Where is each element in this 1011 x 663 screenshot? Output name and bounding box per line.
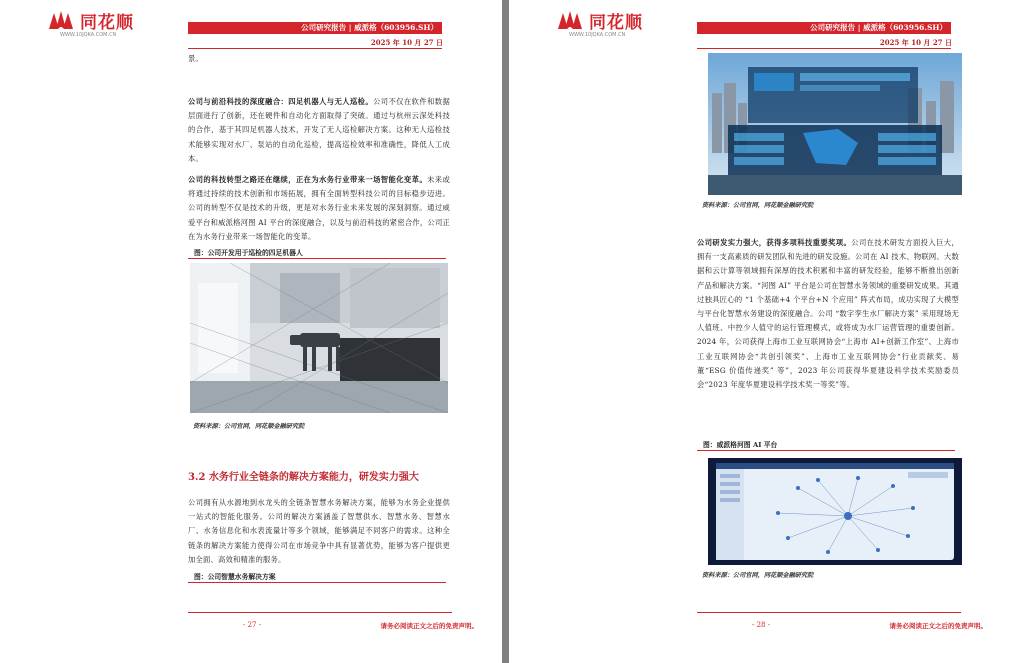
- header-date: 2025 年 10 月 27 日: [370, 38, 443, 47]
- paragraph-body: 公司不仅在软件和数据层面进行了创新，还在硬件和自动化方面取得了突破。通过与杭州云深处科技的合作，基于其四足机器人技术，开发了无人巡检解决方案。这种无人巡检技术能够实现对水厂、泵站的自动化巡检，提高巡检效率和准确性，降低人工成本。: [188, 97, 450, 163]
- header-date: 2025 年 10 月 27 日: [879, 38, 952, 47]
- paragraph-lead: 公司研发实力强大，获得多项科技重要奖项。: [697, 238, 852, 247]
- figure-title-hetu: 图：威派格河图 AI 平台: [703, 441, 778, 449]
- paragraph-transformation: [188, 173, 450, 244]
- figure-source: 资料来源：公司官网，同花顺金融研究院: [702, 572, 814, 579]
- paragraph-solutions: 公司拥有从水源地到水龙头的全链条智慧水务解决方案，能够为水务企业提供一站式的智能化服务。公司的解决方案涵盖了智慧供水、智慧水务、智慧水厂、水务信息化和水表流量计等多个领域，能够满足不同客户的需求。这种全链条的解决方案能力使得公司在市场竞争中具有显著优势，能够为客户提供更加全面、高效和精准的服务。: [188, 498, 450, 564]
- page-28: [509, 0, 1011, 663]
- header-divider: [697, 48, 951, 49]
- paragraph-body: 未来或将通过持续的技术创新和市场拓展，拥有全面转型科技公司的目标稳步迈进。公司的转型不仅是技术的升级，更是对水务行业未来发展的深刻洞察。通过威爱平台和威派格河图 AI 平台的深度融合，以及与前沿科技的紧密合作，公司正在为水务行业带来一场智能化的变革。: [188, 175, 450, 241]
- logo-text: 同花顺: [80, 13, 134, 33]
- logo-text: 同花顺: [589, 13, 643, 33]
- smart-water-city-image: [708, 53, 962, 195]
- figure-title-robot: 图：公司开发用于巡检的四足机器人: [194, 249, 303, 257]
- footer-divider: [188, 612, 452, 613]
- figure-rule: [188, 258, 446, 259]
- footer-disclaimer: 请务必阅读正文之后的免责声明。: [380, 622, 478, 630]
- figure-rule: [697, 450, 955, 451]
- quadruped-robot-image: [190, 263, 448, 413]
- footer-divider: [697, 612, 961, 613]
- logo-url: WWW.10JQKA.COM.CN: [569, 32, 626, 38]
- header-divider: [188, 48, 442, 49]
- figure-source: 资料来源：公司官网，同花顺金融研究院: [702, 202, 814, 209]
- page-number: - 27 -: [243, 621, 262, 629]
- figure-title-solutions: 图：公司智慧水务解决方案: [194, 573, 276, 581]
- footer-disclaimer: 请务必阅读正文之后的免责声明。: [889, 622, 987, 630]
- header-title: 公司研究报告 | 威派格（603956.SH）: [188, 22, 442, 34]
- section-heading: 3.2 水务行业全链条的解决方案能力，研发实力强大: [188, 472, 419, 483]
- hetu-ai-platform-image: [708, 458, 962, 565]
- logo: [554, 8, 643, 33]
- top-fragment: 景。: [188, 54, 203, 63]
- logo-cards-icon: [45, 9, 77, 33]
- paragraph-lead: 公司的科技转型之路还在继续，正在为水务行业带来一场智能化变革。: [188, 175, 428, 184]
- header-title: 公司研究报告 | 威派格（603956.SH）: [697, 22, 951, 34]
- figure-source: 资料来源：公司官网，同花顺金融研究院: [193, 423, 305, 430]
- paragraph-body: 公司在技术研发方面投入巨大，拥有一支高素质的研发团队和先进的研发设施。公司在 AI 技术、物联网、大数据和云计算等领域拥有深厚的技术积累和丰富的研发经验，能够不断推出创新产品和解决方案。“河图 AI” 平台是公司在智慧水务领域的重要研发成果。其通过独具匠心的 “1 个基础+4 个平台+N 个应用” 阵式布局，成功实现了大模型与平台化智慧水务建设的深度融合。公司 “数字孪生水厂解决方案” 采用现场无人值班、中控少人值守的运行管理模式，或将成为水厂运营管理的重要创新。2024 年，公司获得上海市工业互联网协会“上海市 AI+创新工作室”、上海市工业互联网协会“共创引领奖”、上海市工业互联网协会“行业贡献奖、易董“ESG 价值传递奖” 等”，2023 年公司获得华夏建设科学技术奖励委员会“2023 年度华夏建设科学技术奖一等奖”等。: [697, 238, 959, 390]
- logo-url: WWW.10JQKA.COM.CN: [60, 32, 117, 38]
- paragraph-lead: 公司与前沿科技的深度融合：四足机器人与无人巡检。: [188, 97, 374, 106]
- logo: [45, 8, 134, 33]
- figure-rule: [188, 582, 446, 583]
- logo-cards-icon: [554, 9, 586, 33]
- page-27: [0, 0, 502, 663]
- paragraph-rnd: [697, 236, 959, 392]
- paragraph-quadruped: [188, 95, 450, 166]
- page-number: - 28 -: [752, 621, 771, 629]
